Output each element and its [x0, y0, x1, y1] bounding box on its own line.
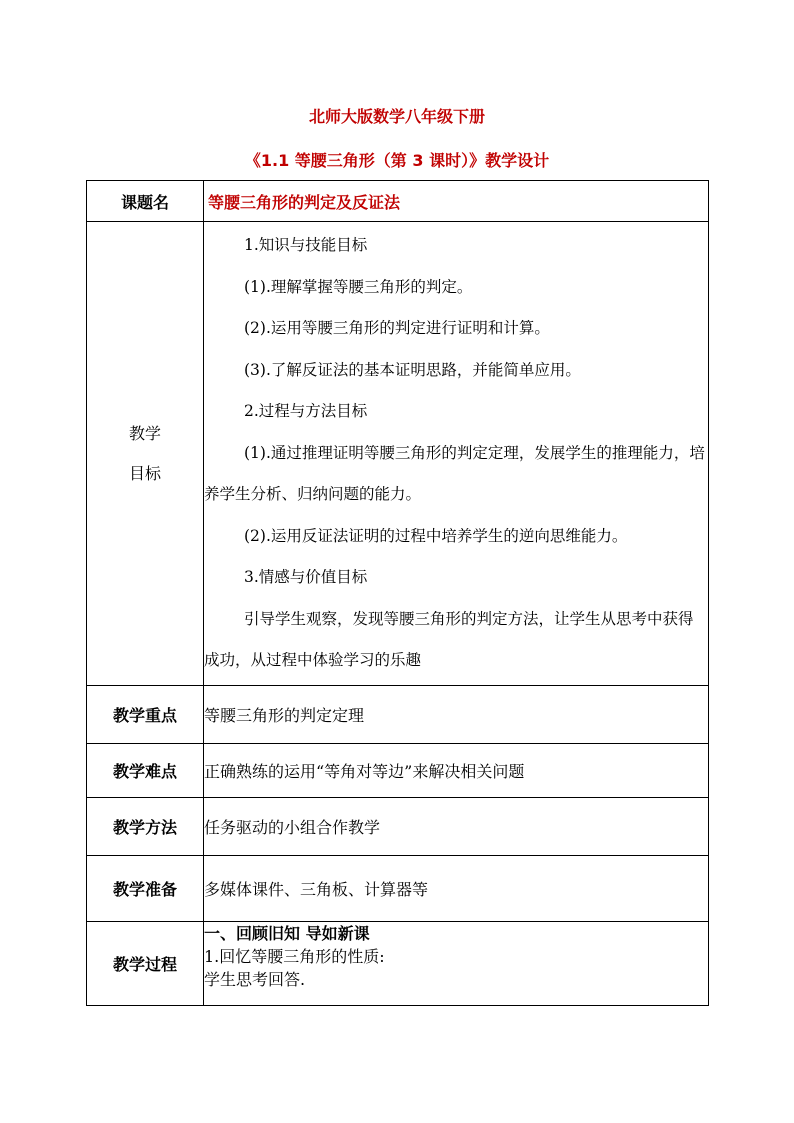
process-line: 学生思考回答.: [204, 970, 306, 989]
method-value: 任务驱动的小组合作教学: [204, 798, 709, 856]
preparation-label: 教学准备: [87, 856, 204, 922]
key-point-row: [87, 686, 709, 744]
topic-cell: [204, 181, 709, 222]
goals-label: [87, 222, 204, 686]
goal-item: 引导学生观察，发现等腰三角形的判定方法，让学生从思考中获得成功，从过程中体验学习的乐趣: [204, 609, 694, 670]
goals-cell: [204, 222, 709, 686]
goal-item: (2).运用等腰三角形的判定进行证明和计算。: [244, 319, 550, 338]
goal-item: 3.情感与价值目标: [244, 568, 368, 587]
goal-item: (3).了解反证法的基本证明思路，并能简单应用。: [244, 360, 581, 379]
process-heading: 一、回顾旧知 导如新课: [204, 924, 370, 943]
preparation-row: [87, 856, 709, 922]
difficulty-row: [87, 744, 709, 798]
process-line: 1.回忆等腰三角形的性质:: [204, 947, 385, 966]
preparation-value: 多媒体课件、三角板、计算器等: [204, 856, 709, 922]
difficulty-label: 教学难点: [87, 744, 204, 798]
goal-item: (1).理解掌握等腰三角形的判定。: [244, 277, 473, 296]
lesson-plan-table: [86, 180, 709, 1006]
process-row: [87, 922, 709, 1006]
topic-value: 等腰三角形的判定及反证法: [208, 192, 401, 212]
goals-row: [87, 222, 709, 686]
document-subtitle: 《1.1 等腰三角形（第 3 课时）》教学设计: [244, 151, 550, 170]
goal-item: (2).运用反证法证明的过程中培养学生的逆向思维能力。: [244, 526, 628, 545]
topic-row: [87, 181, 709, 222]
goal-item: 2.过程与方法目标: [244, 402, 368, 421]
process-label: 教学过程: [87, 922, 204, 1006]
goal-item: 1.知识与技能目标: [244, 236, 368, 255]
method-label: 教学方法: [87, 798, 204, 856]
goals-label-line-2: 目标: [128, 463, 161, 483]
key-point-label: 教学重点: [87, 686, 204, 744]
goals-label-line-1: 教学: [128, 423, 161, 443]
key-point-value: 等腰三角形的判定定理: [204, 686, 709, 744]
process-cell: [204, 922, 709, 1006]
document-title: 北师大版数学八年级下册: [308, 107, 485, 126]
goal-item: (1).通过推理证明等腰三角形的判定定理，发展学生的推理能力，培养学生分析、归纳问题的能力。: [204, 443, 705, 504]
topic-label: 课题名: [87, 181, 204, 222]
difficulty-value: 正确熟练的运用“等角对等边”来解决相关问题: [204, 744, 709, 798]
method-row: [87, 798, 709, 856]
